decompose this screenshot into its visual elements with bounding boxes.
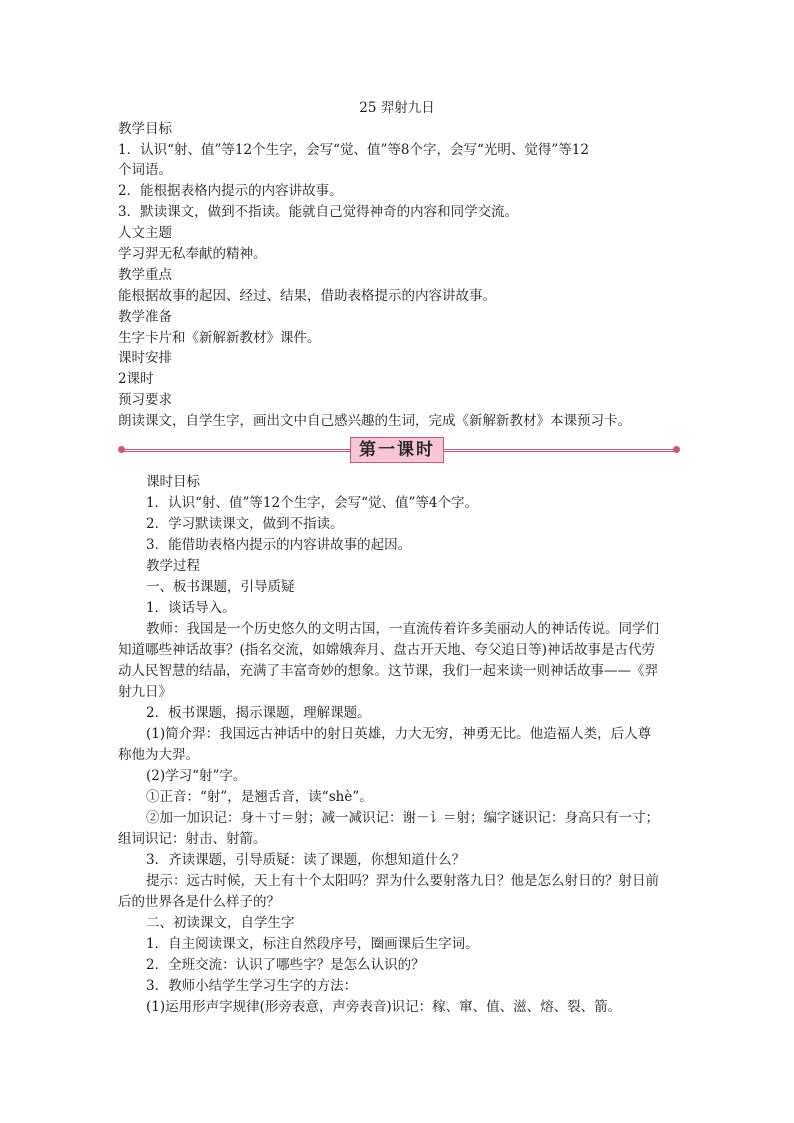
teacher-intro-line-1: 教师：我国是一个历史悠久的文明古国，一直流传着许多美丽动人的神话传说。同学们 bbox=[146, 621, 659, 637]
intro-yi-line-1: (1)简介羿：我国远古神话中的射日英雄，力大无穷，神勇无比。他造福人类，后人尊 bbox=[146, 726, 652, 742]
heading-process: 教学过程 bbox=[146, 558, 200, 574]
step-2-1: 1．自主阅读课文，标注自然段序号，圈画课后生字词。 bbox=[146, 936, 479, 952]
goal-3: 3．默读课文，做到不指读。能就自己觉得神奇的内容和同学交流。 bbox=[118, 204, 519, 220]
heading-schedule: 课时安排 bbox=[118, 350, 172, 366]
heading-teaching-goals: 教学目标 bbox=[118, 121, 172, 137]
step-one-heading: 一、板书课题，引导质疑 bbox=[146, 579, 295, 595]
hint-line-1: 提示：远古时候，天上有十个太阳吗？羿为什么要射落九日？他是怎么射日的？射日前 bbox=[146, 873, 659, 889]
lesson-goal-2: 2．学习默读课文，做到不指读。 bbox=[146, 516, 344, 532]
section-divider bbox=[118, 437, 680, 463]
heading-preview: 预习要求 bbox=[118, 392, 172, 408]
learn-she-memory-line-2: 组词识记：射击、射箭。 bbox=[118, 831, 267, 847]
hint-line-2: 后的世界各是什么样子的？ bbox=[118, 894, 280, 910]
preparation-text: 生字卡片和《新解新教材》课件。 bbox=[118, 330, 321, 346]
lesson-goal-1: 1．认识“射、值”等12个生字，会写“觉、值”等4个字。 bbox=[146, 495, 478, 511]
intro-yi-line-2: 称他为大羿。 bbox=[118, 747, 199, 763]
key-points-text: 能根据故事的起因、经过、结果，借助表格提示的内容讲故事。 bbox=[118, 288, 496, 304]
divider-right-dot bbox=[673, 446, 680, 453]
learn-she-memory-line-1: ②加一加识记：身＋寸＝射；减一减识记：谢－讠＝射；编字谜识记：身高只有一寸； bbox=[146, 810, 659, 826]
step-2-3: 3．教师小结学生学习生字的方法： bbox=[146, 978, 358, 994]
step-1-3: 3．齐读课题，引导质疑：读了课题，你想知道什么？ bbox=[146, 852, 466, 868]
goal-2: 2．能根据表格内提示的内容讲故事。 bbox=[118, 183, 343, 199]
teacher-intro-line-4: 射九日》 bbox=[118, 684, 172, 700]
preview-text: 朗读课文，自学生字，画出文中自己感兴趣的生词，完成《新解新教材》本课预习卡。 bbox=[118, 413, 631, 429]
humanistic-theme-text: 学习羿无私奉献的精神。 bbox=[118, 246, 267, 262]
step-1-1: 1．谈话导入。 bbox=[146, 600, 236, 616]
schedule-text: 2课时 bbox=[118, 371, 154, 387]
teacher-intro-line-3: 动人民智慧的结晶，充满了丰富奇妙的想象。这节课，我们一起来读一则神话故事——《羿 bbox=[118, 663, 658, 679]
heading-humanistic-theme: 人文主题 bbox=[118, 225, 172, 241]
step-two-heading: 二、初读课文，自学生字 bbox=[146, 915, 295, 931]
heading-preparation: 教学准备 bbox=[118, 309, 172, 325]
step-2-2: 2．全班交流：认识了哪些字？是怎么认识的？ bbox=[146, 957, 425, 973]
goal-1-line-1: 1．认识“射、值”等12个生字，会写“觉、值”等8个字，会写“光明、觉得”等12 bbox=[118, 142, 589, 158]
goal-1-line-2: 个词语。 bbox=[118, 162, 172, 178]
step-2-3-1: (1)运用形声字规律(形旁表意，声旁表音)识记：稼、窜、值、滋、熔、裂、箭。 bbox=[146, 999, 622, 1015]
heading-lesson-goals: 课时目标 bbox=[146, 474, 200, 490]
section-badge: 第一课时 bbox=[350, 437, 444, 463]
learn-she-heading: (2)学习“射”字。 bbox=[146, 768, 247, 784]
heading-key-points: 教学重点 bbox=[118, 267, 172, 283]
lesson-goal-3: 3．能借助表格内提示的内容讲故事的起因。 bbox=[146, 537, 412, 553]
teacher-intro-line-2: 知道哪些神话故事？(指名交流，如嫦娥奔月、盘古开天地、夸父追日等)神话故事是古代劳 bbox=[118, 642, 656, 658]
learn-she-pronunciation: ①正音：“射”，是翘舌音，读“shè”。 bbox=[146, 789, 373, 805]
page-title: 25 羿射九日 bbox=[359, 100, 435, 116]
step-1-2: 2．板书课题，揭示课题，理解课题。 bbox=[146, 705, 371, 721]
divider-left-dot bbox=[118, 446, 125, 453]
